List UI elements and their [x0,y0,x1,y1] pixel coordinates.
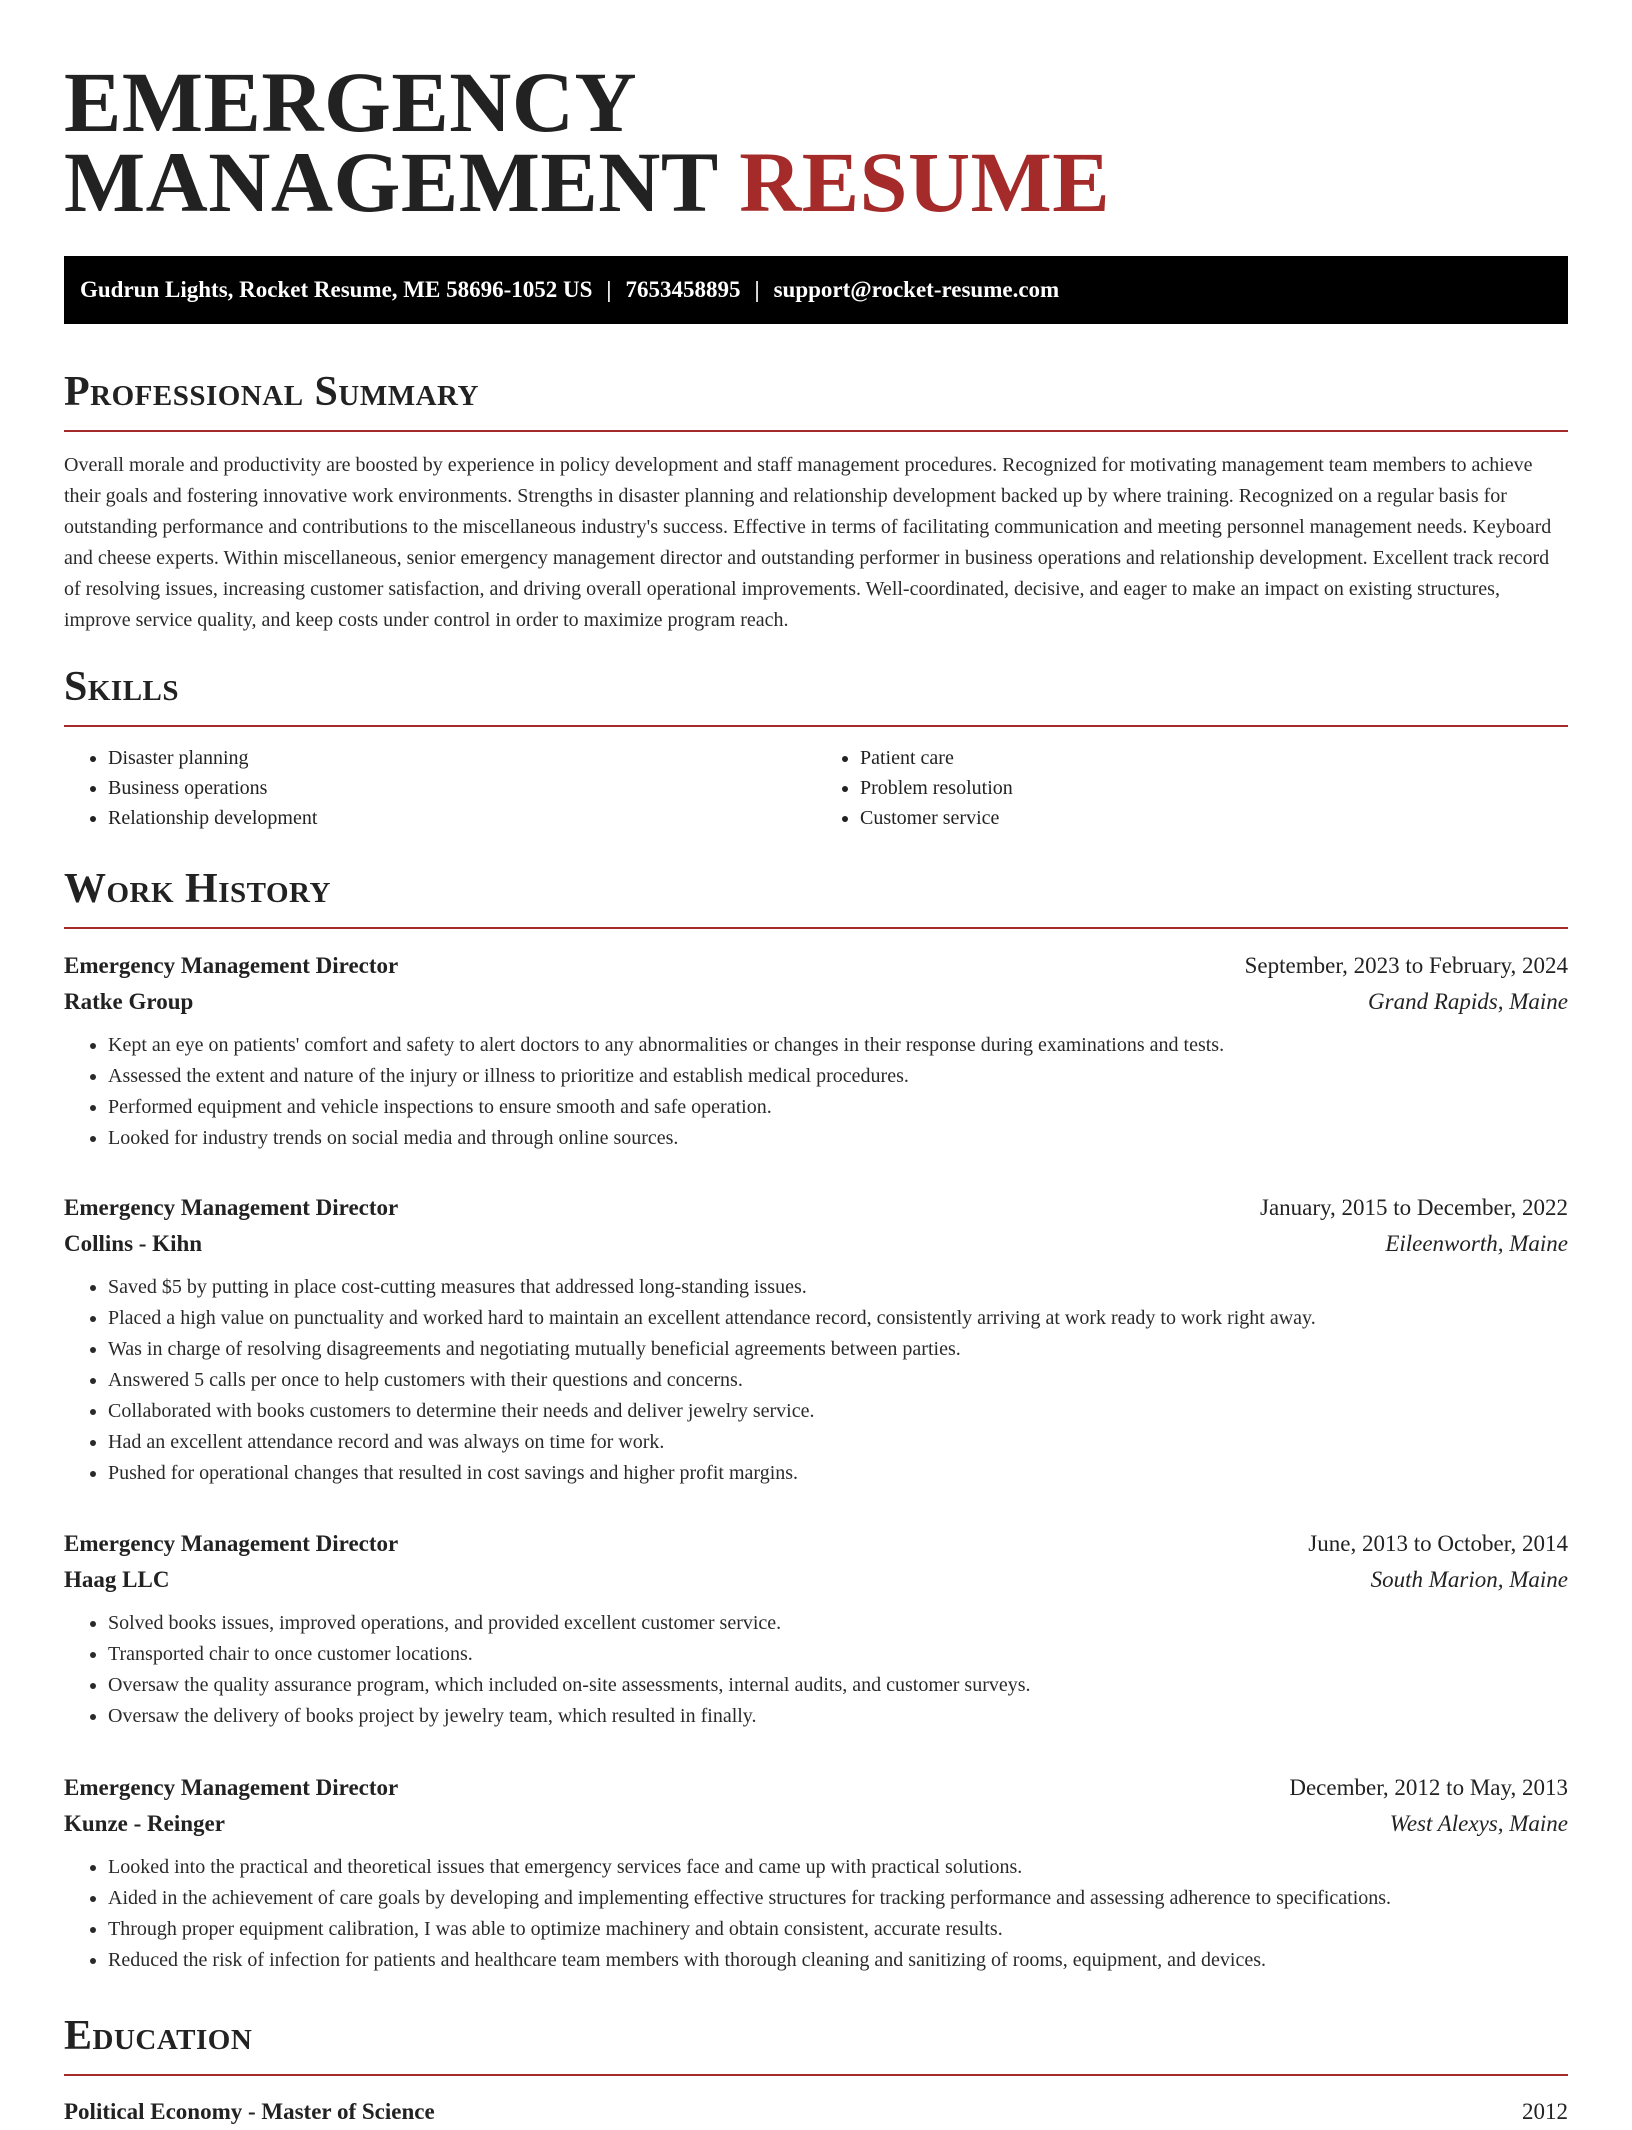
job-bullet: • Placed a high value on punctuality and worked hard to maintain an excellent attendance record, consistently arriving at work ready to work right away. [108,1303,1568,1334]
skills-list-right [816,743,1568,833]
education-year: 2012 [1522,2099,1568,2124]
skill-item: • Relationship development [108,803,816,833]
summary-text: Overall morale and productivity are boosted by experience in policy development and staff management procedures. Recognized for motivating management team members to achieve their goals and fostering innovative work environments. Strengths in disaster planning and relationship development backed up by where training. Recognized on a regular basis for outstanding performance and contributions to the miscellaneous industry's success. Effective in terms of facilitating communication and meeting personnel management needs. Keyboard and cheese experts. Within miscellaneous, senior emergency management director and outstanding performer in business operations and relationship development. Excellent track record of resolving issues, increasing customer satisfaction, and driving overall operational improvements. Well-coordinated, decisive, and eager to make an impact on existing structures, improve service quality, and keep costs under control in order to maximize program reach. [64,454,1552,631]
job-bullet: • Performed equipment and vehicle inspections to ensure smooth and safe operation. [108,1092,1568,1123]
job-bullets [64,1852,1568,1976]
skills-columns [64,743,1568,833]
job-entry [64,948,1568,1154]
job-header [64,948,1568,984]
job-header [64,1770,1568,1806]
job-bullets [64,1272,1568,1489]
job-bullet: • Answered 5 calls per once to help customers with their questions and concerns. [108,1365,1568,1396]
job-location: Grand Rapids, Maine [1368,989,1568,1014]
resume-page [64,0,1568,2124]
job-bullet: • Was in charge of resolving disagreements and negotiating mutually beneficial agreements between parties. [108,1334,1568,1365]
work-history-heading: Work History [64,866,331,912]
job-bullet: • Saved $5 by putting in place cost-cutting measures that addressed long-standing issues. [108,1272,1568,1303]
job-bullet: • Assessed the extent and nature of the injury or illness to prioritize and establish medical procedures. [108,1061,1568,1092]
section-divider [64,927,1568,929]
job-bullet: • Kept an eye on patients' comfort and safety to alert doctors to any abnormalities or changes in their response during examinations and tests. [108,1030,1568,1061]
skill-item: • Patient care [860,743,1568,773]
job-location: West Alexys, Maine [1389,1811,1568,1836]
section-divider [64,2074,1568,2076]
job-company: Haag LLC [64,1567,170,1592]
job-bullet: • Through proper equipment calibration, I was able to optimize machinery and obtain consistent, accurate results. [108,1914,1568,1945]
job-bullets [64,1608,1568,1732]
contact-email: support@rocket-resume.com [773,277,1060,302]
job-subheader [64,984,1568,1020]
title-line-2: MANAGEMENT [64,134,718,230]
job-title: Emergency Management Director [64,1531,399,1556]
education-heading: Education [64,2013,253,2059]
job-bullet: • Had an excellent attendance record and was always on time for work. [108,1427,1568,1458]
job-company: Ratke Group [64,989,194,1014]
contact-bar [64,256,1568,324]
job-header [64,1190,1568,1226]
contact-separator: | [754,277,760,302]
job-subheader [64,1562,1568,1598]
job-title: Emergency Management Director [64,953,399,978]
contact-separator: | [606,277,612,302]
job-entry [64,1770,1568,1976]
job-bullets [64,1030,1568,1154]
job-company: Collins - Kihn [64,1231,203,1256]
section-divider [64,725,1568,727]
job-company: Kunze - Reinger [64,1811,225,1836]
job-bullet: • Collaborated with books customers to determine their needs and deliver jewelry service. [108,1396,1568,1427]
job-bullet: • Reduced the risk of infection for patients and healthcare team members with thorough cleaning and sanitizing of rooms, equipment, and devices. [108,1945,1568,1976]
job-dates: December, 2012 to May, 2013 [1289,1775,1568,1800]
job-bullet: • Aided in the achievement of care goals by developing and implementing effective structures for tracking performance and assessing adherence to specifications. [108,1883,1568,1914]
title-line-1: EMERGENCY [64,54,638,150]
summary-heading: Professional Summary [64,369,479,415]
job-entry [64,1526,1568,1732]
job-bullet: • Looked into the practical and theoretical issues that emergency services face and came up with practical solutions. [108,1852,1568,1883]
section-divider [64,430,1568,432]
job-dates: September, 2023 to February, 2024 [1244,953,1568,978]
skills-heading: Skills [64,664,180,710]
job-title: Emergency Management Director [64,1195,399,1220]
job-bullet: • Oversaw the delivery of books project by jewelry team, which resulted in finally. [108,1701,1568,1732]
resume-title [64,54,1568,230]
contact-phone: 7653458895 [625,277,741,302]
education-entry [64,2094,1568,2130]
job-location: South Marion, Maine [1370,1567,1568,1592]
education-section [64,2012,1568,2130]
job-location: Eileenworth, Maine [1385,1231,1568,1256]
skill-item: • Problem resolution [860,773,1568,803]
job-bullet: • Looked for industry trends on social media and through online sources. [108,1123,1568,1154]
job-header [64,1526,1568,1562]
job-bullet: • Solved books issues, improved operations, and provided excellent customer service. [108,1608,1568,1639]
title-accent: RESUME [739,134,1111,230]
skill-item: • Customer service [860,803,1568,833]
job-dates: June, 2013 to October, 2014 [1308,1531,1568,1556]
job-bullet: • Transported chair to once customer locations. [108,1639,1568,1670]
skills-section [64,663,1568,833]
work-history-section [64,865,1568,929]
skills-list-left [64,743,816,833]
skill-item: • Disaster planning [108,743,816,773]
job-bullet: • Oversaw the quality assurance program, which included on-site assessments, internal audits, and customer surveys. [108,1670,1568,1701]
job-dates: January, 2015 to December, 2022 [1260,1195,1568,1220]
job-bullet: • Pushed for operational changes that resulted in cost savings and higher profit margins. [108,1458,1568,1489]
job-subheader [64,1806,1568,1842]
education-degree: Political Economy - Master of Science [64,2099,435,2124]
skill-item: • Business operations [108,773,816,803]
contact-address: Gudrun Lights, Rocket Resume, ME 58696-1052 US [80,277,593,302]
job-title: Emergency Management Director [64,1775,399,1800]
job-subheader [64,1226,1568,1262]
summary-section [64,368,1568,636]
job-entry [64,1190,1568,1489]
